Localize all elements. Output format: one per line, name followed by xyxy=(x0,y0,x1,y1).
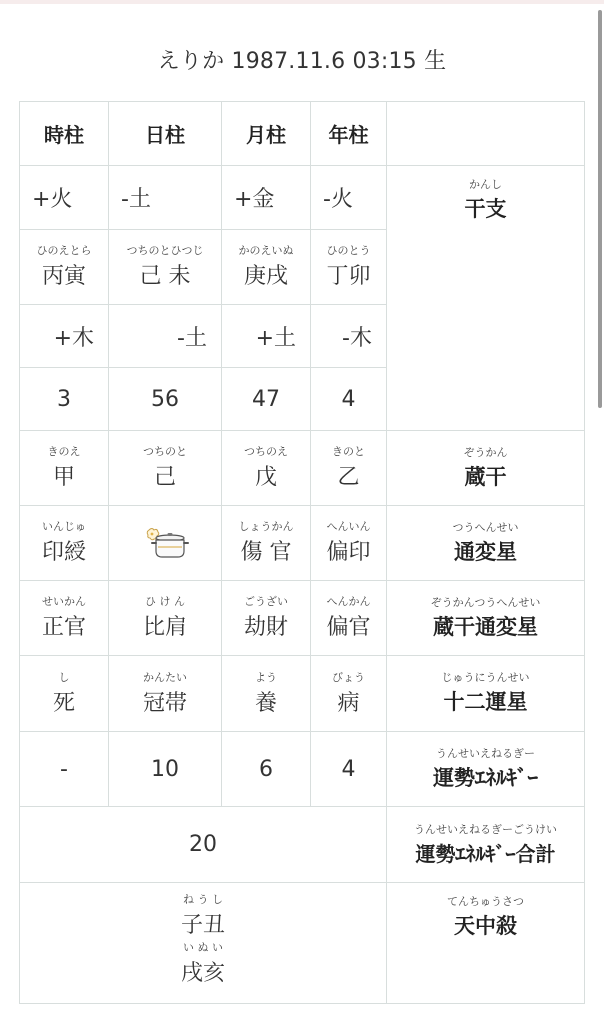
header-month-pillar xyxy=(222,102,311,166)
number-value: 3 xyxy=(57,386,71,412)
unsei-energy-day xyxy=(109,732,222,807)
zoukan-tsuhensei-ruby: へんかん xyxy=(326,595,371,608)
label-tenchusatsu xyxy=(387,883,584,1003)
stem-element-value: -土 xyxy=(121,187,151,212)
branch-element-month xyxy=(222,305,311,368)
header-year-pillar xyxy=(311,102,387,166)
juniunsei-ruby: し xyxy=(58,670,70,684)
juniunsei-ruby: よう xyxy=(255,670,277,684)
stem-element-year xyxy=(311,166,387,230)
zoukan-ruby: きのと xyxy=(332,445,365,458)
label-text: 十二運星 xyxy=(443,690,528,714)
number-year xyxy=(311,368,387,431)
label-ruby: ぞうかんつうへんせい xyxy=(430,595,541,609)
tsuhensei-hour xyxy=(20,506,109,581)
tenchusatsu-text: 戌亥 xyxy=(180,961,225,986)
label-zoukan xyxy=(387,431,584,506)
juniunsei-day xyxy=(109,656,222,732)
tenchusatsu-ruby: い ぬ い xyxy=(183,941,223,954)
unsei-energy-month xyxy=(222,732,311,807)
kanshi-ruby: ひのとう xyxy=(326,244,371,257)
zoukan-text: 己 xyxy=(153,465,176,490)
label-ruby: かんし xyxy=(469,178,502,191)
branch-element-hour xyxy=(20,305,109,368)
zoukan-ruby: つちのと xyxy=(143,445,187,458)
tsuhensei-day xyxy=(109,506,222,581)
kanshi-hour xyxy=(20,230,109,305)
branch-element-day xyxy=(109,305,222,368)
label-kanshi xyxy=(387,166,584,431)
label-ruby: てんちゅうさつ xyxy=(447,895,524,908)
unsei-energy-value: - xyxy=(60,756,68,782)
meishiki-table xyxy=(19,101,585,1004)
zoukan-tsuhensei-day xyxy=(109,581,222,656)
juniunsei-year xyxy=(311,656,387,732)
juniunsei-text: 養 xyxy=(254,690,277,716)
tenchusatsu-ruby: ね う し xyxy=(183,893,223,906)
unsei-energy-hour xyxy=(20,732,109,807)
number-month xyxy=(222,368,311,431)
label-text: 天中殺 xyxy=(454,914,517,938)
unsei-energy-total-value: 20 xyxy=(189,832,217,857)
zoukan-tsuhensei-text: 比肩 xyxy=(142,615,187,640)
zoukan-tsuhensei-ruby: ごうざい xyxy=(244,595,288,608)
tsuhensei-year xyxy=(311,506,387,581)
header-day-pillar xyxy=(109,102,222,166)
kanshi-text: 丙寅 xyxy=(41,264,86,289)
zoukan-hour xyxy=(20,431,109,506)
number-value: 4 xyxy=(341,386,356,412)
tenchusatsu-text: 子丑 xyxy=(180,913,225,938)
kanshi-ruby: ひのえとら xyxy=(36,244,92,257)
number-day xyxy=(109,368,222,431)
label-juniunsei xyxy=(387,656,584,732)
label-unsei-energy-total xyxy=(387,807,584,883)
kanshi-text: 己 未 xyxy=(139,264,191,289)
zoukan-tsuhensei-year xyxy=(311,581,387,656)
top-border xyxy=(0,0,604,4)
label-text: 蔵干通変星 xyxy=(433,614,538,639)
header-label: 日柱 xyxy=(145,123,185,147)
zoukan-tsuhensei-ruby: ひ け ん xyxy=(145,595,185,608)
zoukan-text: 甲 xyxy=(52,465,75,490)
zoukan-ruby: きのえ xyxy=(47,445,81,458)
header-label: 時柱 xyxy=(44,123,84,147)
zoukan-tsuhensei-ruby: せいかん xyxy=(42,595,86,608)
label-text: 運勢ｴﾈﾙｷﾞｰ xyxy=(433,765,538,790)
label-text: 干支 xyxy=(464,197,507,221)
tsuhensei-text: 傷 官 xyxy=(240,540,292,565)
zoukan-month xyxy=(222,431,311,506)
number-hour xyxy=(20,368,109,431)
label-tsuhensei xyxy=(387,506,584,581)
unsei-energy-total xyxy=(20,807,387,883)
zoukan-tsuhensei-text: 正官 xyxy=(41,615,86,640)
label-text: 通変星 xyxy=(454,539,517,564)
label-text: 運勢ｴﾈﾙｷﾞｰ合計 xyxy=(415,841,556,866)
tsuhensei-ruby: いんじゅ xyxy=(42,520,86,533)
zoukan-day xyxy=(109,431,222,506)
branch-element-value: -木 xyxy=(342,325,372,351)
unsei-energy-year xyxy=(311,732,387,807)
branch-element-value: -土 xyxy=(177,325,207,351)
zoukan-year xyxy=(311,431,387,506)
tsuhensei-ruby: へんいん xyxy=(326,520,371,533)
zoukan-text: 乙 xyxy=(337,465,360,490)
unsei-energy-value: 6 xyxy=(259,756,273,782)
kanshi-ruby: つちのとひつじ xyxy=(126,244,204,257)
tenchusatsu-values xyxy=(20,883,387,1003)
page-title: えりか 1987.11.6 03:15 生 xyxy=(157,49,447,74)
juniunsei-ruby: かんたい xyxy=(143,670,187,684)
label-ruby: つうへんせい xyxy=(452,520,519,534)
stem-element-day xyxy=(109,166,222,230)
label-ruby: うんせいえねるぎー xyxy=(436,746,535,760)
juniunsei-text: 冠帯 xyxy=(142,690,187,716)
stem-element-month xyxy=(222,166,311,230)
number-value: 56 xyxy=(151,386,179,412)
label-ruby: うんせいえねるぎーごうけい xyxy=(414,822,557,836)
label-text: 蔵干 xyxy=(464,464,507,489)
kanshi-text: 庚戌 xyxy=(243,264,288,289)
tsuhensei-text: 印綬 xyxy=(41,540,86,565)
zoukan-tsuhensei-hour xyxy=(20,581,109,656)
label-ruby: ぞうかん xyxy=(463,445,508,459)
stem-element-value: +金 xyxy=(234,187,275,212)
kanshi-month xyxy=(222,230,311,305)
juniunsei-ruby: びょう xyxy=(332,670,365,684)
zoukan-ruby: つちのえ xyxy=(244,445,288,458)
juniunsei-text: 死 xyxy=(52,690,75,716)
kanshi-day xyxy=(109,230,222,305)
zoukan-tsuhensei-text: 偏官 xyxy=(326,615,371,640)
tsuhensei-month xyxy=(222,506,311,581)
juniunsei-month xyxy=(222,656,311,732)
label-ruby: じゅうにうんせい xyxy=(441,671,530,684)
stem-element-value: +火 xyxy=(32,187,73,212)
stem-element-hour xyxy=(20,166,109,230)
header-hour-pillar xyxy=(20,102,109,166)
unsei-energy-value: 4 xyxy=(341,756,356,782)
branch-element-value: +木 xyxy=(53,325,94,351)
header-label-column xyxy=(387,102,584,166)
header-label: 年柱 xyxy=(328,123,369,147)
unsei-energy-value: 10 xyxy=(151,756,179,782)
header-label: 月柱 xyxy=(246,123,286,147)
cooking-pot-icon xyxy=(140,525,190,561)
kanshi-ruby: かのえいぬ xyxy=(238,244,294,257)
zoukan-tsuhensei-month xyxy=(222,581,311,656)
zoukan-text: 戊 xyxy=(254,465,277,490)
branch-element-year xyxy=(311,305,387,368)
tsuhensei-ruby: しょうかん xyxy=(238,520,294,533)
tsuhensei-text: 偏印 xyxy=(326,540,371,565)
kanshi-text: 丁卯 xyxy=(326,264,371,289)
zoukan-tsuhensei-text: 劫財 xyxy=(243,615,288,640)
branch-element-value: +土 xyxy=(255,325,296,351)
label-zoukan-tsuhensei xyxy=(387,581,584,656)
kanshi-year xyxy=(311,230,387,305)
stem-element-value: -火 xyxy=(323,187,353,212)
number-value: 47 xyxy=(252,386,280,412)
label-unsei-energy xyxy=(387,732,584,807)
juniunsei-text: 病 xyxy=(337,690,360,716)
juniunsei-hour xyxy=(20,656,109,732)
